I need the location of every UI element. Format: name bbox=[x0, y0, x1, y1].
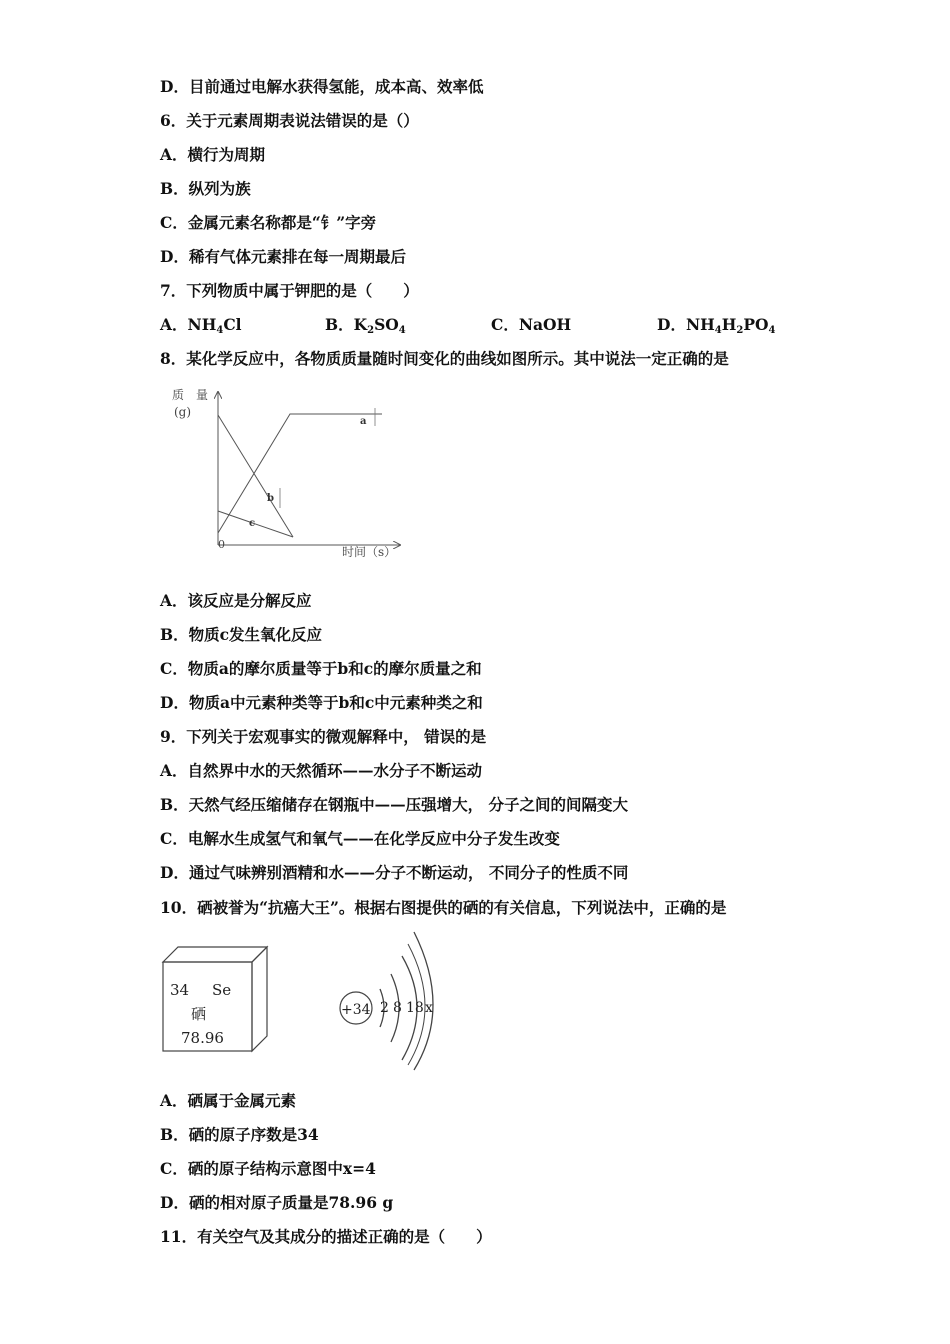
q9-option-d: D．通过气味辨别酒精和水——分子不断运动， 不同分子的性质不同 bbox=[160, 863, 629, 882]
q6-stem: 6．关于元素周期表说法错误的是（） bbox=[160, 111, 419, 130]
curve-c-label: c bbox=[249, 518, 256, 529]
q10-stem: 10．硒被誉为“抗癌大王”。根据右图提供的硒的有关信息，下列说法中，正确的是 bbox=[160, 898, 727, 917]
q8-option-a: A．该反应是分解反应 bbox=[160, 591, 312, 610]
q9-option-a: A．自然界中水的天然循环——水分子不断运动 bbox=[160, 761, 483, 780]
atomic-number: 34 bbox=[170, 981, 190, 999]
origin-label: 0 bbox=[218, 538, 225, 551]
q11-stem: 11．有关空气及其成分的描述正确的是（ ） bbox=[160, 1227, 492, 1246]
element-name: 硒 bbox=[191, 1005, 207, 1023]
shell-1-electrons: 2 bbox=[380, 1000, 389, 1016]
q10-option-b: B．硒的原子序数是34 bbox=[160, 1125, 319, 1144]
q6-option-c: C．金属元素名称都是“钅”字旁 bbox=[160, 213, 377, 232]
shell-4-electrons: x bbox=[425, 1000, 433, 1016]
y-axis-label-2: (g) bbox=[174, 405, 192, 419]
q7-option-b: B．$K_2SO_4$ bbox=[325, 315, 406, 336]
q6-option-d: D．稀有气体元素排在每一周期最后 bbox=[160, 247, 406, 266]
curve-b bbox=[218, 415, 293, 537]
element-symbol: Se bbox=[212, 981, 232, 999]
shell-2-electrons: 8 bbox=[393, 1000, 402, 1016]
q7-option-c: C．NaOH bbox=[491, 315, 572, 334]
q10-option-d: D．硒的相对原子质量是78.96 g bbox=[160, 1193, 394, 1212]
element-cell-selenium bbox=[155, 940, 275, 1060]
q8-stem: 8．某化学反应中，各物质质量随时间变化的曲线如图所示。其中说法一定正确的是 bbox=[160, 349, 729, 368]
curve-c bbox=[218, 511, 293, 537]
q10-option-a: A．硒属于金属元素 bbox=[160, 1091, 297, 1110]
q7-stem: 7．下列物质中属于钾肥的是（ ） bbox=[160, 281, 419, 300]
q6-option-b: B．纵列为族 bbox=[160, 179, 251, 198]
cell-side-face bbox=[252, 947, 267, 1051]
curve-a-label: a bbox=[360, 416, 367, 427]
q9-option-b: B．天然气经压缩储存在钢瓶中——压强增大， 分子之间的间隔变大 bbox=[160, 795, 628, 814]
q5-option-d: D．目前通过电解水获得氢能，成本高、效率低 bbox=[160, 77, 484, 96]
cell-top-face bbox=[163, 947, 267, 962]
q9-option-c: C．电解水生成氢气和氧气——在化学反应中分子发生改变 bbox=[160, 829, 560, 848]
selenium-atom-structure bbox=[330, 928, 450, 1073]
mass-time-graph bbox=[160, 380, 420, 570]
q7-option-d: D．$NH_4H_2PO_4$ bbox=[657, 315, 776, 336]
q7-option-a: A．$NH_4Cl$ bbox=[160, 315, 242, 336]
q8-option-b: B．物质c发生氧化反应 bbox=[160, 625, 323, 644]
nucleus-charge: +34 bbox=[341, 1002, 371, 1018]
shell-3-electrons: 18 bbox=[406, 1000, 424, 1016]
y-axis-label-1: 质 量 bbox=[172, 388, 209, 402]
x-axis-label: 时间（s） bbox=[342, 545, 397, 559]
q6-option-a: A．横行为周期 bbox=[160, 145, 266, 164]
q10-option-c: C．硒的原子结构示意图中x=4 bbox=[160, 1159, 376, 1178]
q8-option-d: D．物质a中元素种类等于b和c中元素种类之和 bbox=[160, 693, 483, 712]
q8-option-c: C．物质a的摩尔质量等于b和c的摩尔质量之和 bbox=[160, 659, 482, 678]
curve-b-label: b bbox=[267, 493, 274, 504]
atomic-mass: 78.96 bbox=[181, 1029, 224, 1047]
curve-a bbox=[218, 414, 382, 533]
q9-stem: 9．下列关于宏观事实的微观解释中， 错误的是 bbox=[160, 727, 487, 746]
